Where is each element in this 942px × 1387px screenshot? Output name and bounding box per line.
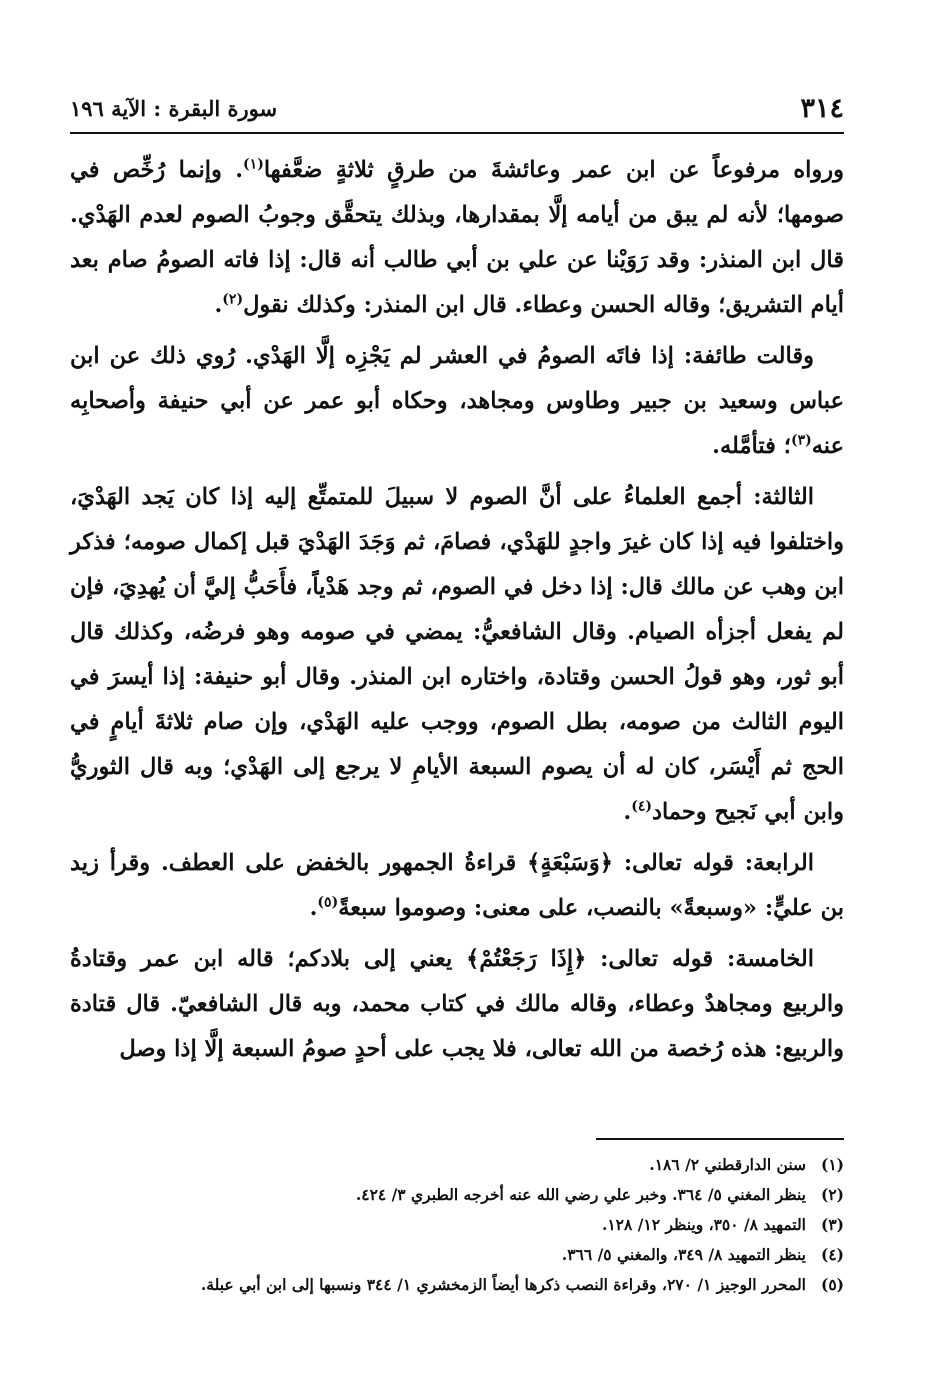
footnote-ref-4: (٤) [631, 798, 652, 815]
paragraph-4-text-b: . [309, 895, 318, 921]
page-header [70, 86, 844, 130]
footnote-item [70, 1240, 844, 1270]
paragraph-3-text-a: أجمع العلماءُ على أنَّ الصوم لا سبيلَ للمتمتِّع إليه إذا كان يَجد الهَدْيَ، واختلفوا فيه إذا كان غيرَ واجدٍ للهَدْي، فصامَ، ثم وَجَدَ الهَدْيَ قبل إكمال صومه؛ فذكر ابن وهب عن مالك قال: إذا دخل في الصوم، ثم وجد هَدْياً، فأَحَبُّ إليَّ أن يُهدِيَ، فإن لم يفعل أجزأه الصيام. وقال الشافعيُّ: يمضي في صومه وهو فرضُه، وكذلك قال أبو ثور، وهو قولُ الحسن وقتادة، واختاره ابن المنذر. وقال أبو حنيفة: إذا أيسرَ في اليوم الثالث من صومه، بطل الصوم، ووجب عليه الهَدْي، وإن صام ثلاثةَ أيامٍ في الحج ثم أَيْسَر، كان له أن يصوم السبعة الأيامِ لا يرجع إلى الهَدْي؛ وبه قال الثوريُّ وابن أبي نَجيح وحماد [70, 484, 844, 825]
paragraph-2 [70, 334, 844, 469]
footnote-text: ينظر المغني ٥/ ٣٦٤. وخبر علي رضي الله عنه أخرجه الطبري ٣/ ٤٢٤. [355, 1185, 806, 1204]
footnote-number: (٢) [820, 1185, 844, 1204]
section-heading-fifth: الخامسة: [727, 946, 814, 972]
paragraph-5 [70, 937, 844, 1072]
paragraph-2-text-b: ؛ فتأمَّله. [712, 433, 791, 459]
main-text [70, 148, 844, 1078]
footnote-ref-3: (٣) [790, 432, 812, 449]
page-number: ٣١٤ [800, 92, 844, 124]
footnote-item [70, 1270, 844, 1300]
paragraph-4-text-a: قوله تعالى: ﴿وَسَبْعَةٍ﴾ قراءةُ الجمهور بالخفض على العطف. وقرأ زيد بن عليٍّ: «وسبعةً» بالنصب، على معنى: وصوموا سبعةً [70, 850, 844, 921]
footnote-number: (١) [820, 1155, 844, 1174]
footnote-number: (٣) [820, 1215, 844, 1234]
paragraph-3-text-b: . [623, 799, 632, 825]
header-divider [70, 132, 844, 134]
footnote-text: التمهيد ٨/ ٣٥٠، وينظر ١٢/ ١٢٨. [601, 1215, 806, 1234]
footnote-number: (٥) [820, 1275, 844, 1294]
footnote-item [70, 1180, 844, 1210]
paragraph-2-text-a: وقالت طائفة: إذا فاتَه الصومُ في العشر لم يَجْزِه إلَّا الهَدْي. رُوي ذلك عن ابن عباس وسعيد بن جبير وطاوس ومجاهد، وحكاه أبو عمر عن أبي حنيفة وأصحابِه عنه [70, 343, 844, 459]
section-heading-fourth: الرابعة: [744, 850, 814, 876]
footnote-text: المحرر الوجيز ١/ ٢٧٠، وقراءة النصب ذكرها أيضاً الزمخشري ١/ ٣٤٤ ونسبها إلى ابن أبي عبلة. [200, 1275, 806, 1294]
footnote-number: (٤) [820, 1245, 844, 1264]
footnote-ref-5: (٥) [317, 894, 339, 911]
footnote-divider [596, 1138, 844, 1140]
paragraph-5-text-a: قوله تعالى: ﴿إِذَا رَجَعْتُمْ﴾ يعني إلى بلادكم؛ قاله ابن عمر وقتادةُ والربيع ومجاهدٌ وعطاء، وقاله مالك في كتاب محمد، وبه قال الشافعيّ. قال قتادة والربيع: هذه رُخصة من الله تعالى، فلا يجب على أحدٍ صومُ السبعة إلَّا إذا وصل [70, 946, 844, 1062]
paragraph-1-text-c: . [214, 292, 223, 318]
paragraph-1 [70, 148, 844, 328]
running-title: سورة البقرة : الآية ١٩٦ [70, 95, 278, 121]
footnote-ref-2: (٢) [222, 291, 244, 308]
paragraph-4 [70, 841, 844, 931]
paragraph-1-text-a: ورواه مرفوعاً عن ابن عمر وعائشةَ من طرقٍ ثلاثةٍ ضعَّفها [263, 157, 844, 183]
footnote-ref-1: (١) [243, 156, 264, 173]
footnotes [70, 1150, 844, 1300]
footnote-text: ينظر التمهيد ٨/ ٣٤٩، والمغني ٥/ ٣٦٦. [561, 1245, 806, 1264]
footnote-text: سنن الدارقطني ٢/ ١٨٦. [649, 1155, 806, 1174]
paragraph-3 [70, 475, 844, 835]
paragraph-1-text-b: . وإنما رُخِّص في صومها؛ لأنه لم يبق من أيامه إلَّا بمقدارها، وبذلك يتحقَّق وجوبُ الصوم لعدم الهَدْي. قال ابن المنذر: وقد رَوَيْنا عن علي بن أبي طالب أنه قال: إذا فاته الصومُ صام بعد أيام التشريق؛ وقاله الحسن وعطاء. قال ابن المنذر: وكذلك نقول [70, 157, 844, 318]
footnote-item [70, 1210, 844, 1240]
section-heading-third: الثالثة: [753, 484, 814, 510]
footnote-item [70, 1150, 844, 1180]
